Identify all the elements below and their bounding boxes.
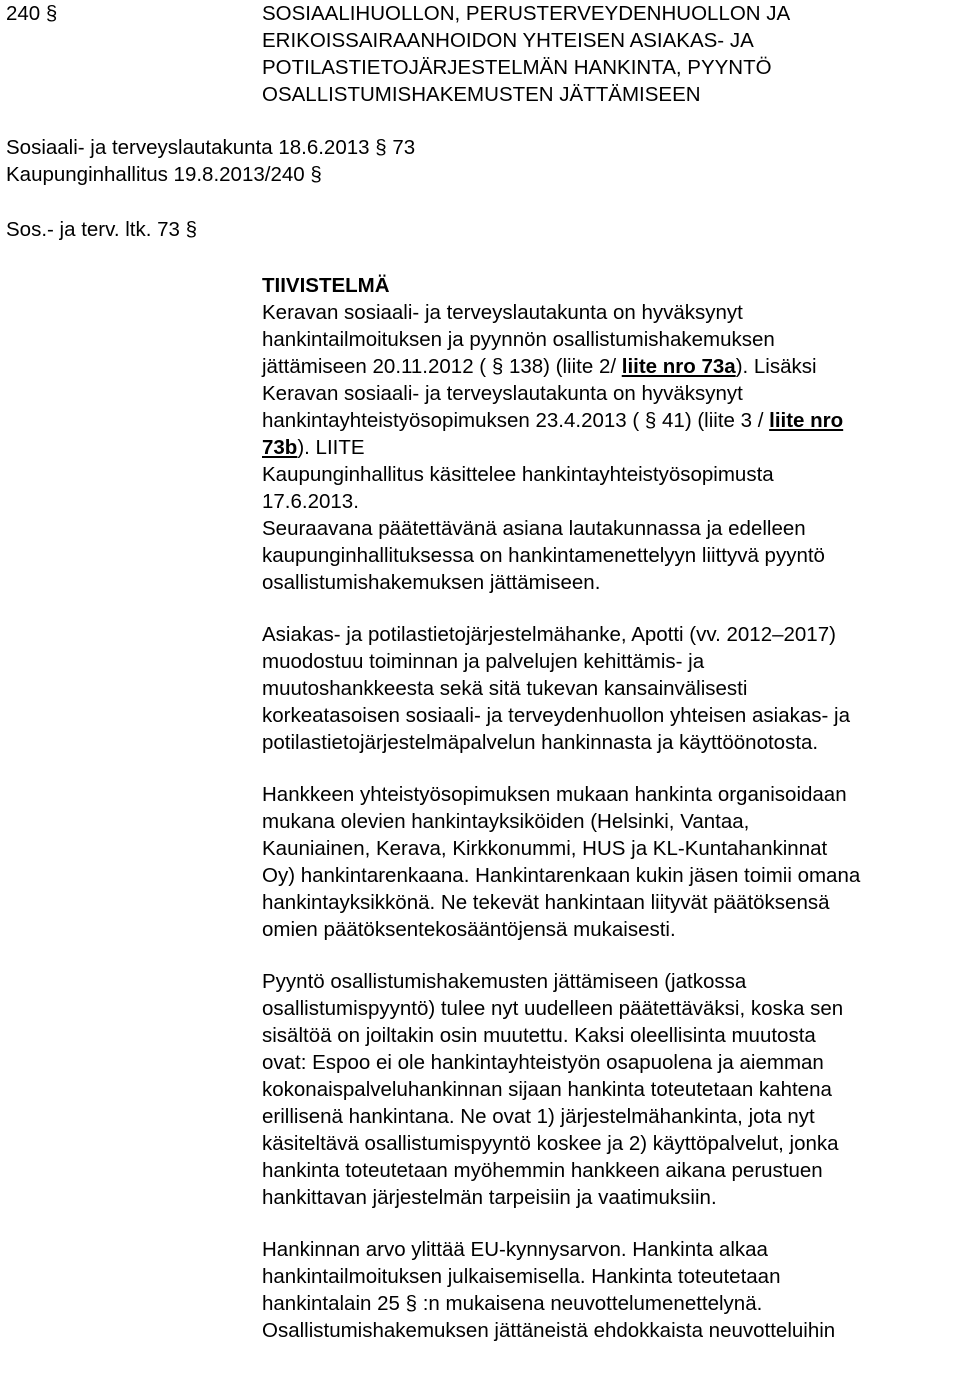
paragraph-line: kokonaispalveluhankinnan sijaan hankinta toteutetaan kahtena xyxy=(262,1078,832,1101)
history-item xyxy=(6,134,415,161)
paragraph-line: muutoshankkeesta sekä sitä tukevan kansainvälisesti xyxy=(262,677,748,700)
attachment-link-73a[interactable]: liite nro 73a xyxy=(621,355,736,378)
section-symbol: § xyxy=(45,2,58,25)
paragraph-line: omien päätöksentekosääntöjensä mukaisesti. xyxy=(262,918,676,941)
paragraph-line: korkeatasoisen sosiaali- ja terveydenhuollon yhteisen asiakas- ja xyxy=(262,704,850,727)
paragraph-line: hankintayksikkönä. Ne tekevät hankintaan liityvät päätöksensä xyxy=(262,891,830,914)
paragraph-line: Kauniainen, Kerava, Kirkkonummi, HUS ja KL-Kuntahankinnat xyxy=(262,837,828,860)
paragraph-line: mukana olevien hankintayksiköiden (Helsinki, Vantaa, xyxy=(262,810,750,833)
history-text: Kaupunginhallitus 19.8.2013/240 xyxy=(6,163,305,186)
history-text: Sosiaali- ja terveyslautakunta 18.6.2013 xyxy=(6,136,370,159)
main-content xyxy=(262,272,960,1344)
attachment-link-73b[interactable]: liite nro xyxy=(769,409,844,432)
paragraph xyxy=(262,621,960,756)
summary-line: 17.6.2013. xyxy=(262,490,359,513)
summary-line: Keravan sosiaali- ja terveyslautakunta on hyväksynyt xyxy=(262,382,743,405)
paragraph xyxy=(262,781,960,943)
section-symbol: § xyxy=(375,136,387,159)
summary-text: hankintayhteistyösopimuksen 23.4.2013 ( xyxy=(262,409,640,432)
summary-text: ). LIITE xyxy=(297,436,365,459)
paragraph-line: sisältöä on joiltakin osin muutettu. Kaksi oleellisinta muutosta xyxy=(262,1024,816,1047)
history-number: 73 xyxy=(392,136,416,159)
paragraph-line: Hankinnan arvo ylittää EU-kynnysarvon. Hankinta alkaa xyxy=(262,1238,768,1261)
summary-line: Seuraavana päätettävänä asiana lautakunnassa ja edelleen xyxy=(262,517,806,540)
paragraph-line: Oy) hankintarenkaana. Hankintarenkaan kukin jäsen toimii omana xyxy=(262,864,861,887)
paragraph-line: Pyyntö osallistumishakemusten jättämiseen (jatkossa xyxy=(262,970,747,993)
summary-heading: TIIVISTELMÄ xyxy=(262,274,390,297)
paragraph-line: käsiteltävä osallistumispyyntö koskee ja 2) käyttöpalvelut, jonka xyxy=(262,1132,839,1155)
section-title-line: SOSIAALIHUOLLON, PERUSTERVEYDENHUOLLON JA xyxy=(262,2,791,25)
history-item xyxy=(6,161,322,188)
summary-line: kaupunginhallituksessa on hankintamenettelyyn liittyvä pyyntö xyxy=(262,544,825,567)
history-number: 73 xyxy=(157,218,180,241)
paragraph-line: Osallistumishakemuksen jättäneistä ehdokkaista neuvotteluihin xyxy=(262,1319,836,1342)
section-symbol: § xyxy=(644,409,657,432)
paragraph xyxy=(262,968,960,1211)
summary-line xyxy=(262,434,960,461)
paragraph-gap xyxy=(262,1211,960,1236)
paragraph-line: ovat: Espoo ei ole hankintayhteistyön osapuolena ja aiemman xyxy=(262,1051,824,1074)
paragraph xyxy=(262,1236,960,1344)
paragraph-line: hankittavan järjestelmän tarpeisiin ja vaatimuksiin. xyxy=(262,1186,717,1209)
attachment-link-73b-cont[interactable]: 73b xyxy=(262,436,298,459)
paragraph-line: hankintailmoituksen julkaisemisella. Hankinta toteutetaan xyxy=(262,1265,781,1288)
paragraph-line: erillisenä hankintana. Ne ovat 1) järjestelmähankinta, jota nyt xyxy=(262,1105,815,1128)
section-number xyxy=(6,0,57,27)
summary-line xyxy=(262,353,960,380)
summary-line: Kaupunginhallitus käsittelee hankintayhteistyösopimusta xyxy=(262,463,774,486)
history-text: Sos.- ja terv. ltk. xyxy=(6,218,152,241)
section-number-text: 240 xyxy=(6,2,41,25)
summary-text: 138) (liite 2/ xyxy=(503,355,622,378)
summary-text: jättämiseen 20.11.2012 ( xyxy=(262,355,487,378)
section-symbol: § xyxy=(185,218,198,241)
section-title xyxy=(262,0,790,108)
summary-text: ). Lisäksi xyxy=(735,355,817,378)
section-symbol: § xyxy=(491,355,504,378)
summary-line xyxy=(262,407,960,434)
summary-line: Keravan sosiaali- ja terveyslautakunta on hyväksynyt xyxy=(262,301,743,324)
section-symbol: § xyxy=(310,163,322,186)
paragraph-line: muodostuu toiminnan ja palvelujen kehittämis- ja xyxy=(262,650,705,673)
summary-line: osallistumishakemuksen jättämiseen. xyxy=(262,571,601,594)
paragraph-line: hankinta toteutetaan myöhemmin hankkeen aikana perustuen xyxy=(262,1159,823,1182)
paragraph-gap xyxy=(262,943,960,968)
section-title-line: OSALLISTUMISHAKEMUSTEN JÄTTÄMISEEN xyxy=(262,83,701,106)
paragraph-line: potilastietojärjestelmäpalvelun hankinnasta ja käyttöönotosta. xyxy=(262,731,819,754)
section-title-line: POTILASTIETOJÄRJESTELMÄN HANKINTA, PYYNTÖ xyxy=(262,56,772,79)
paragraph-gap xyxy=(262,756,960,781)
paragraph-gap xyxy=(262,596,960,621)
paragraph-line: Hankkeen yhteistyösopimuksen mukaan hankinta organisoidaan xyxy=(262,783,847,806)
paragraph-line: osallistumispyyntö) tulee nyt uudelleen päätettäväksi, koska sen xyxy=(262,997,844,1020)
summary-line: hankintailmoituksen ja pyynnön osallistumishakemuksen xyxy=(262,328,775,351)
paragraph-line: Asiakas- ja potilastietojärjestelmähanke, Apotti (vv. 2012‒2017) xyxy=(262,623,836,646)
paragraph-line: hankintalain 25 § :n mukaisena neuvottelumenettelynä. xyxy=(262,1292,763,1315)
history-item xyxy=(6,216,197,243)
section-title-line: ERIKOISSAIRAANHOIDON YHTEISEN ASIAKAS- JA xyxy=(262,29,754,52)
summary-text: 41) (liite 3 / xyxy=(656,409,770,432)
